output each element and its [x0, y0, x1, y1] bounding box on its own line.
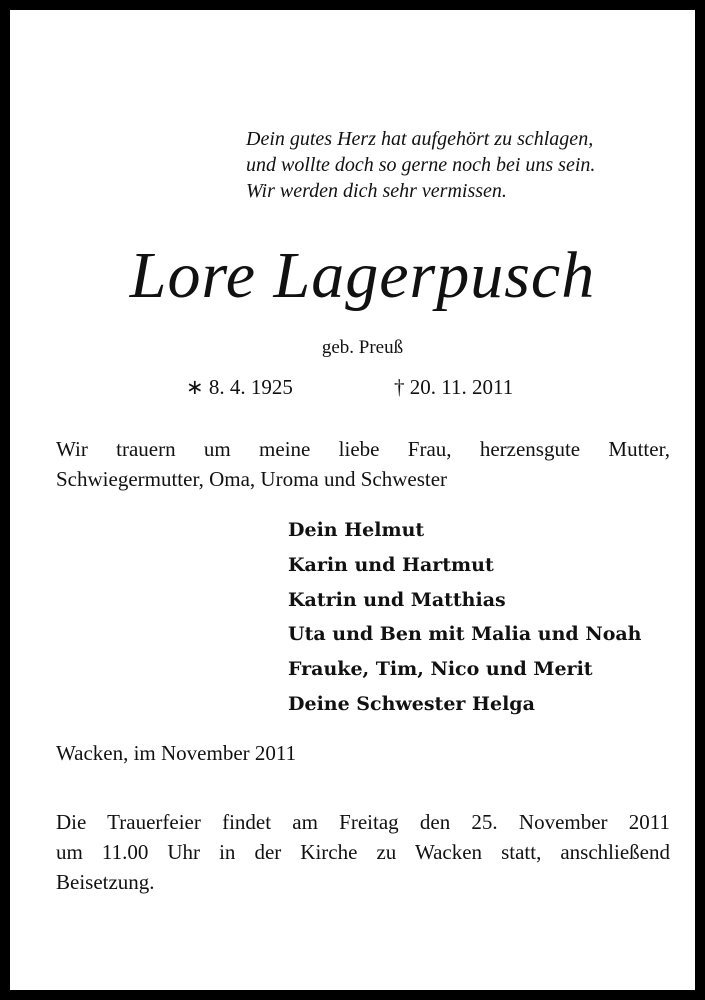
service-line-2: um 11.00 Uhr in der Kirche zu Wacken statt, anschließend — [56, 840, 670, 864]
death-date: † 20. 11. 2011 — [394, 375, 514, 399]
deceased-name: Lore Lagerpusch — [129, 239, 596, 312]
verse-line-1: Dein gutes Herz hat aufgehört zu schlagen, — [246, 128, 594, 150]
mourner: Uta und Ben mit Malia und Noah — [288, 623, 642, 646]
intro-line-2: Schwiegermutter, Oma, Uroma und Schwester — [56, 467, 448, 491]
mourners-list — [288, 513, 688, 722]
mourner: Katrin und Matthias — [288, 588, 506, 611]
funeral-service-info — [56, 807, 670, 897]
memorial-verse — [246, 126, 676, 204]
mourner: Dein Helmut — [288, 519, 425, 541]
service-line-3: Beisetzung. — [56, 870, 155, 894]
birth-date: ∗ 8. 4. 1925 — [186, 375, 293, 399]
service-line-1: Die Trauerfeier findet am Freitag den 25. November 2011 — [56, 810, 670, 834]
mourner: Deine Schwester Helga — [288, 692, 535, 715]
place-and-date: Wacken, im November 2011 — [56, 741, 297, 765]
maiden-name: geb. Preuß — [321, 337, 404, 358]
intro-line-1: Wir trauern um meine liebe Frau, herzensgute Mutter, — [56, 437, 670, 461]
mourner: Frauke, Tim, Nico und Merit — [288, 658, 593, 681]
mourner: Karin und Hartmut — [288, 553, 494, 576]
mourning-intro — [56, 434, 670, 494]
verse-line-3: Wir werden dich sehr vermissen. — [246, 180, 507, 202]
verse-line-2: und wollte doch so gerne noch bei uns sein. — [246, 154, 596, 176]
